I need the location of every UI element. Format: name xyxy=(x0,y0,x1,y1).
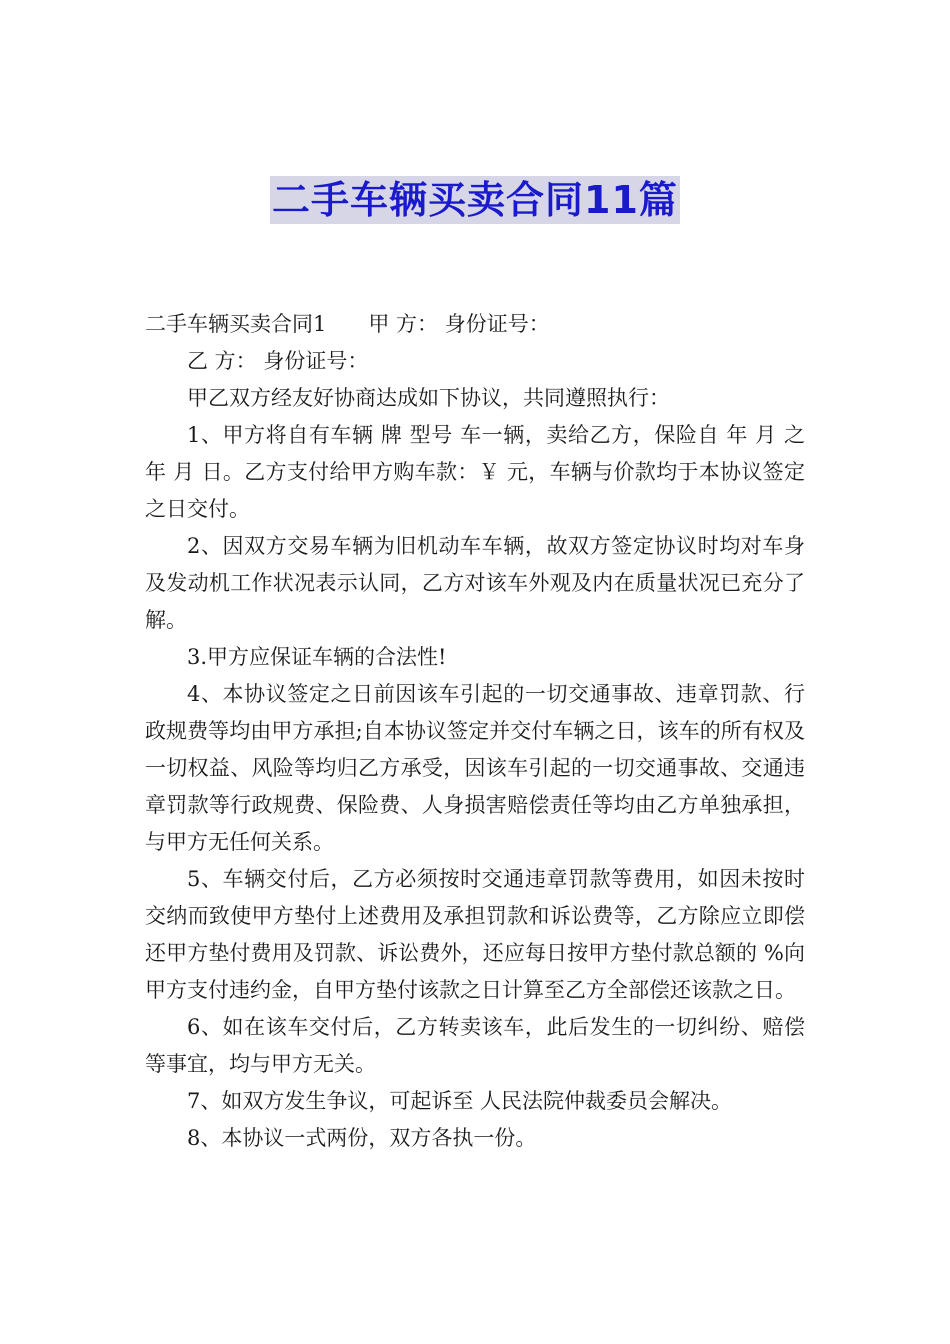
title-wrapper xyxy=(0,176,950,224)
contract-name: 二手车辆买卖合同1 xyxy=(145,312,327,336)
party-b-line: 乙 方： 身份证号： xyxy=(187,349,369,373)
document-body xyxy=(145,306,805,1157)
clause-8: 8、本协议一式两份，双方各执一份。 xyxy=(187,1126,537,1150)
party-a-line: 甲 方： 身份证号： xyxy=(368,312,550,336)
clause-1: 1、甲方将自有车辆 牌 型号 车一辆，卖给乙方，保险自 年 月 之 年 月 日。乙方支付给甲方购车款：￥ 元，车辆与价款均于本协议签定之日交付。 xyxy=(145,423,805,521)
contract-heading-line xyxy=(145,306,805,343)
clause-3: 3.甲方应保证车辆的合法性! xyxy=(187,645,447,669)
clause-5: 5、车辆交付后，乙方必须按时交通违章罚款等费用，如因未按时交纳而致使甲方垫付上述费用及承担罚款和诉讼费等，乙方除应立即偿还甲方垫付费用及罚款、诉讼费外，还应每日按甲方垫付款总额的 %向甲方支付违约金，自甲方垫付该款之日计算至乙方全部偿还该款之日。 xyxy=(145,867,805,1002)
paragraph-intro: 甲乙双方经友好协商达成如下协议，共同遵照执行： xyxy=(187,386,670,410)
document-title: 二手车辆买卖合同11篇 xyxy=(272,178,678,222)
clause-7: 7、如双方发生争议，可起诉至 人民法院仲裁委员会解决。 xyxy=(187,1089,733,1113)
clause-6: 6、如在该车交付后，乙方转卖该车，此后发生的一切纠纷、赔偿等事宜，均与甲方无关。 xyxy=(145,1015,805,1076)
clause-2: 2、因双方交易车辆为旧机动车车辆，故双方签定协议时均对车身及发动机工作状况表示认同，乙方对该车外观及内在质量状况已充分了解。 xyxy=(145,534,805,632)
clause-4: 4、本协议签定之日前因该车引起的一切交通事故、违章罚款、行政规费等均由甲方承担;自本协议签定并交付车辆之日，该车的所有权及一切权益、风险等均归乙方承受，因该车引起的一切交通事故、交通违章罚款等行政规费、保险费、人身损害赔偿责任等均由乙方单独承担，与甲方无任何关系。 xyxy=(145,682,805,854)
